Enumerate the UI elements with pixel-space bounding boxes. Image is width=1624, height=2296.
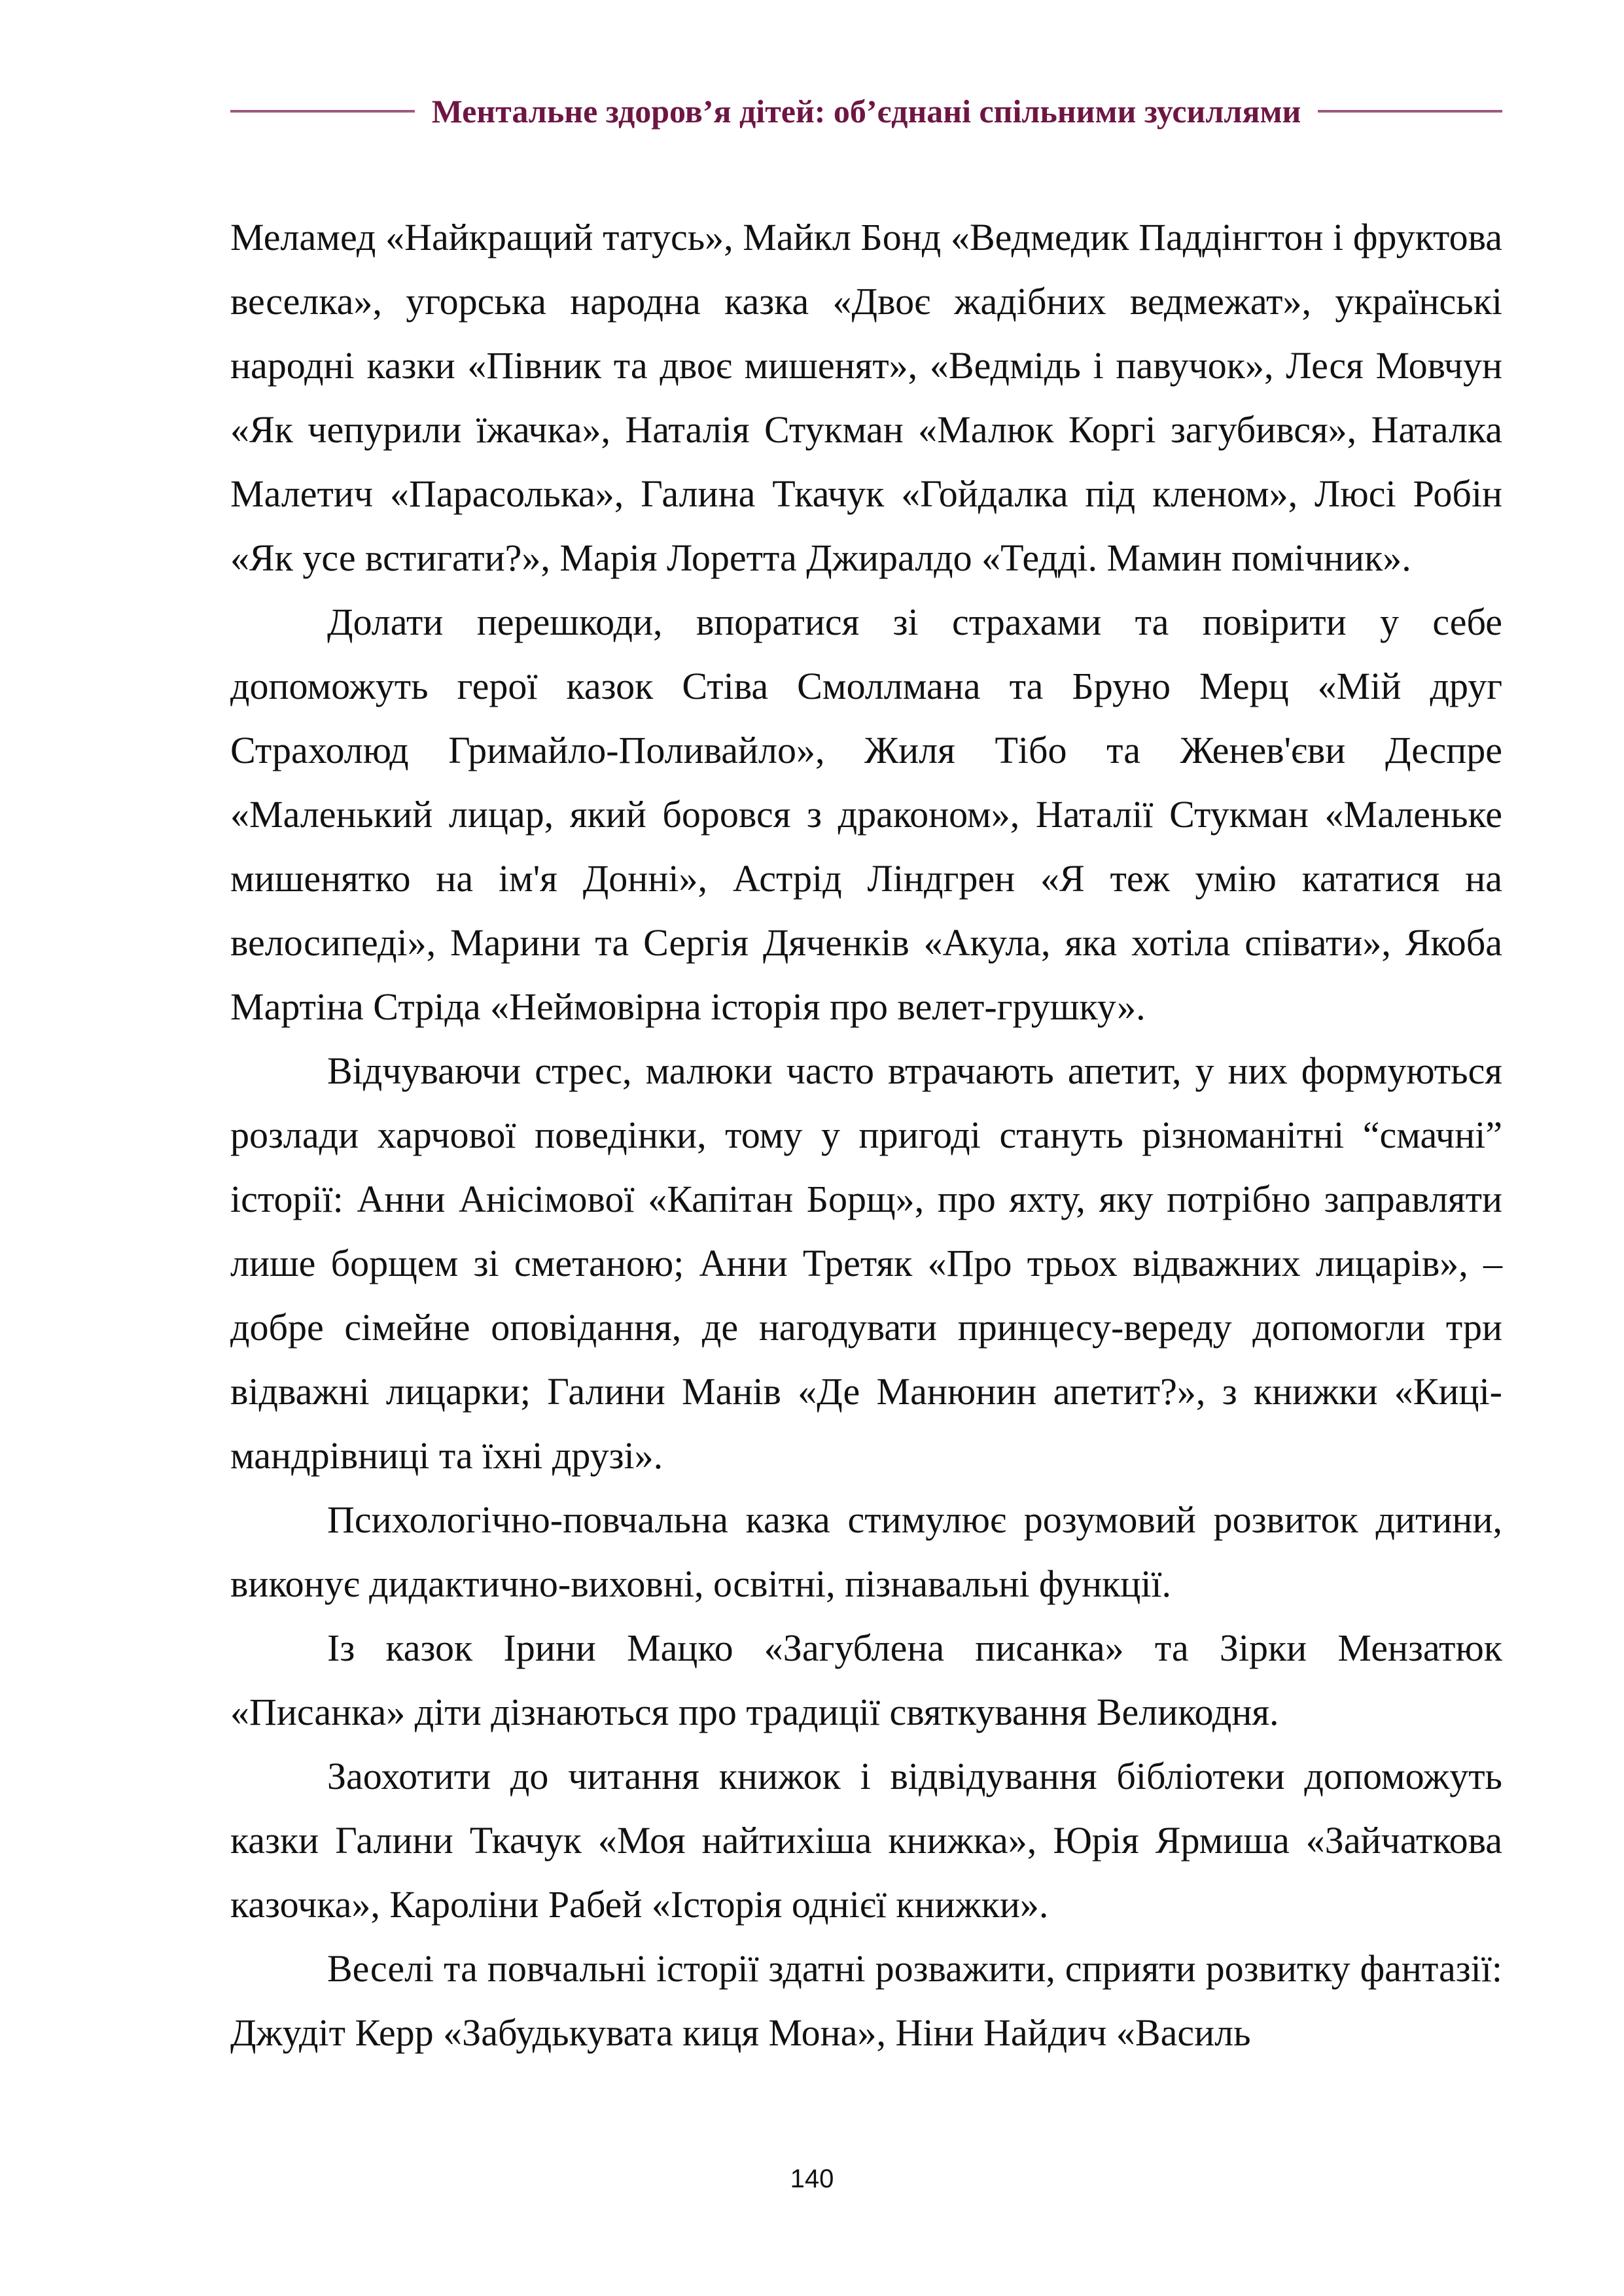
body-text [230,205,1502,2065]
paragraph: Веселі та повчальні історії здатні розважити, сприяти розвитку фантазії: Джудіт Керр «Забудькувата киця Мона», Ніни Найдич «Василь [230,1947,1502,2054]
page-number: 140 [790,2164,834,2193]
paragraph-continued: Меламед «Найкращий татусь», Майкл Бонд «Ведмедик Паддінгтон і фруктова веселка», угорська народна казка «Двоє жадібних ведмежат», українські народні казки «Півник та двоє мишенят», «Ведмідь і павучок», Леся Мовчун «Як чепурили їжачка», Наталія Стукман «Малюк Коргі загубився», Наталка Малетич «Парасолька», Галина Ткачук «Гойдалка під кленом», Люсі Робін «Як усе встигати?», Марія Лоретта Джиралдо «Тедді. Мамин помічник». [230,216,1502,579]
paragraph: Відчуваючи стрес, малюки часто втрачають апетит, у них формуються розлади харчової поведінки, тому у пригоді стануть різноманітні “смачні” історії: Анни Анісімової «Капітан Борщ», про яхту, яку потрібно заправляти лише борщем зі сметаною; Анни Третяк «Про трьох відважних лицарів», – добре сімейне оповідання, де нагодувати принцесу-вереду допомогли три відважні лицарки; Галини Манів «Де Манюнин апетит?», з книжки «Киці-мандрівниці та їхні друзі». [230,1050,1502,1477]
header-title: Ментальне здоров’я дітей: об’єднані спільними зусиллями [431,93,1301,130]
header-rule-left [230,110,415,113]
paragraph: Психологічно-повчальна казка стимулює розумовий розвиток дитини, виконує дидактично-виховні, освітні, пізнавальні функції. [230,1498,1502,1605]
paragraph: Долати перешкоди, впоратися зі страхами та повірити у себе допоможуть герої казок Стіва Смоллмана та Бруно Мерц «Мій друг Страхолюд Гримайло-Поливайло», Жиля Тібо та Женев'єви Деспре «Маленький лицар, який боровся з драконом», Наталії Стукман «Маленьке мишенятко на ім'я Донні», Астрід Ліндгрен «Я теж умію кататися на велосипеді», Марини та Сергія Дяченків «Акула, яка хотіла співати», Якоба Мартіна Стріда «Неймовірна історія про велет-грушку». [230,601,1502,1028]
page-header [230,92,1502,131]
paragraph: Із казок Ірини Мацко «Загублена писанка» та Зірки Мензатюк «Писанка» діти дізнаються про традиції святкування Великодня. [230,1627,1502,1733]
header-rule-right [1318,110,1502,113]
paragraph: Заохотити до читання книжок і відвідування бібліотеки допоможуть казки Галини Ткачук «Моя найтихіша книжка», Юрія Ярмиша «Зайчаткова казочка», Кароліни Рабей «Історія однієї книжки». [230,1755,1502,1926]
